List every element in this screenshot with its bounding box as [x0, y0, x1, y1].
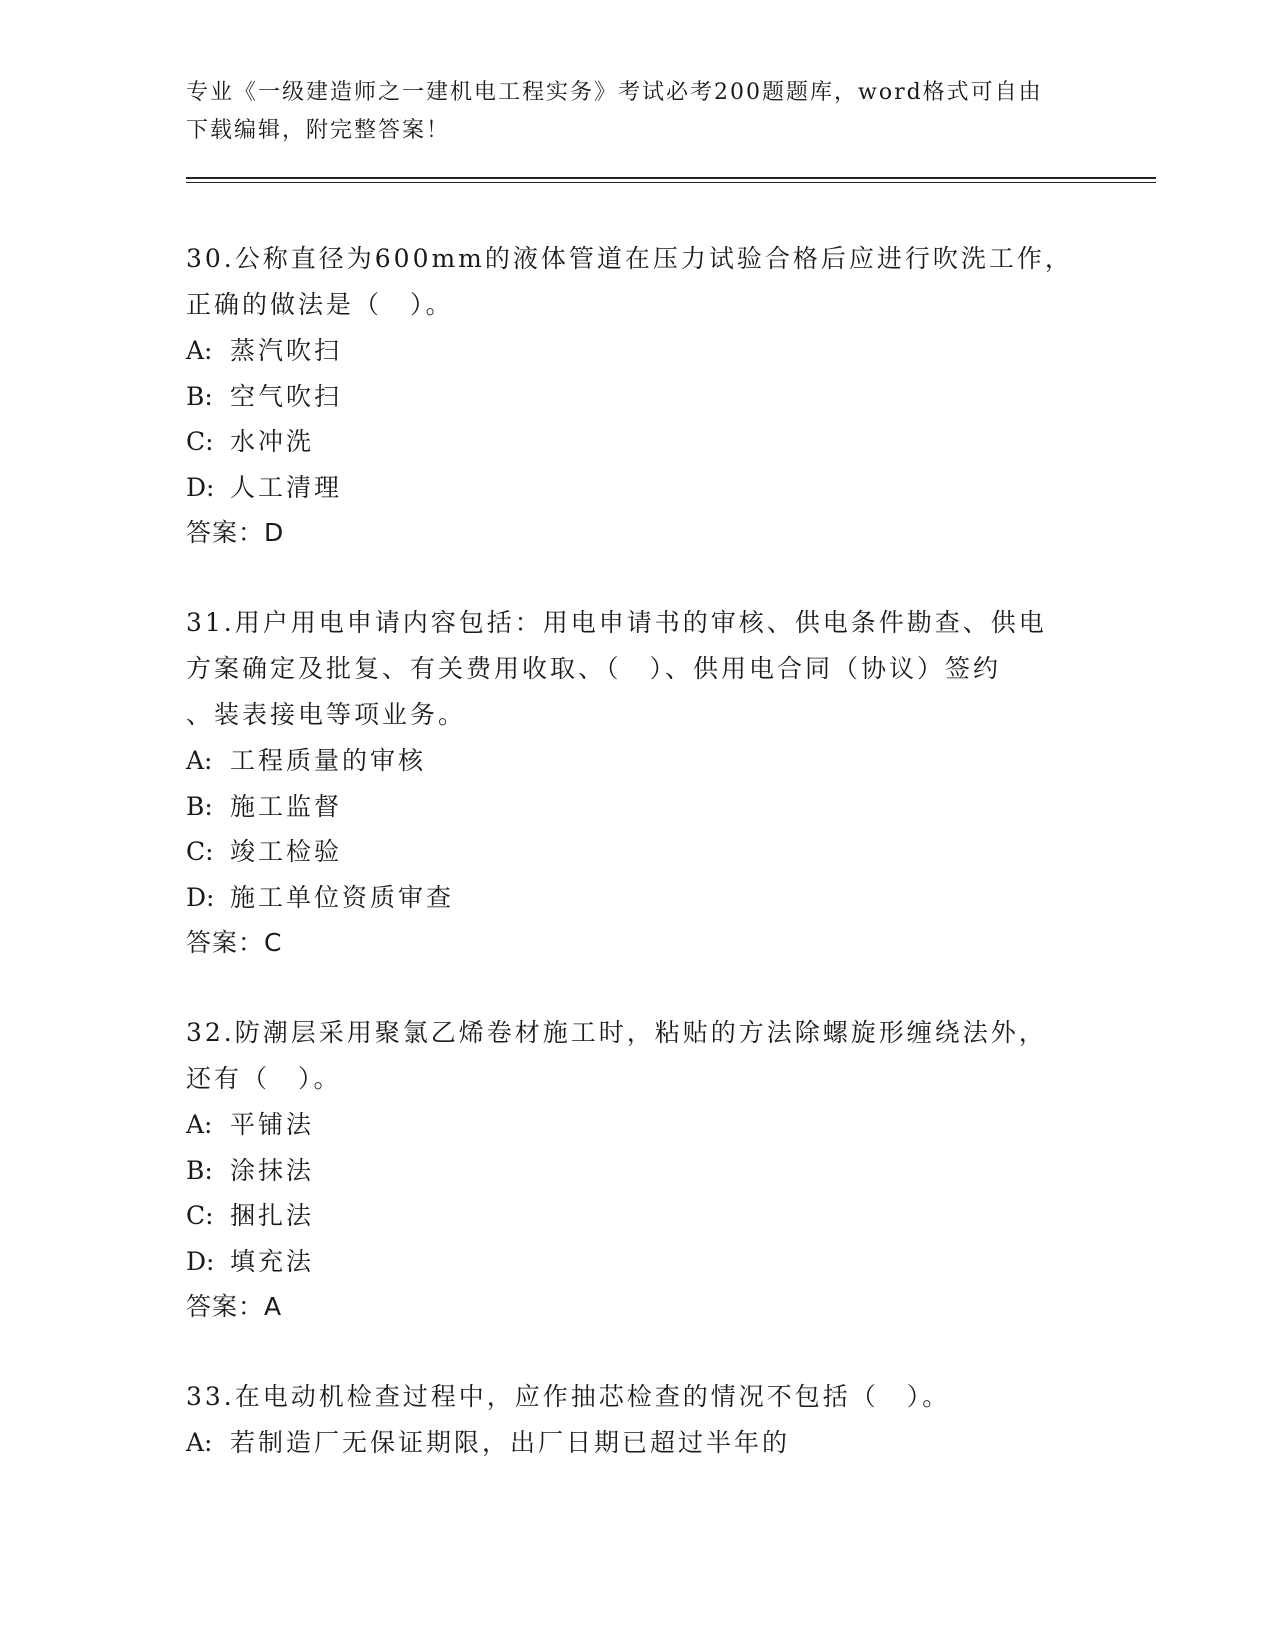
- option-d: [186, 1239, 1086, 1285]
- option-text: 竣工检验: [230, 837, 343, 866]
- header-line-2: 下载编辑，附完整答案！: [186, 118, 451, 143]
- option-a: [186, 1420, 1086, 1466]
- option-key: C:: [186, 427, 214, 456]
- option-key: C:: [186, 837, 214, 866]
- question-32: [186, 1010, 1086, 1330]
- header-divider-thick: [186, 177, 1156, 179]
- option-text: 施工监督: [230, 791, 343, 821]
- option-key: A:: [186, 1428, 213, 1457]
- question-30: [186, 236, 1086, 556]
- question-text-line: 、装表接电等项业务。: [186, 700, 467, 729]
- option-a: [186, 1102, 1086, 1148]
- question-text-line: 还有（ ）。: [186, 1064, 342, 1093]
- question-text-line: 33.在电动机检查过程中，应作抽芯检查的情况不包括（ ）。: [186, 1382, 951, 1411]
- question-text-line: 30.公称直径为600mm的液体管道在压力试验合格后应进行吹洗工作，: [186, 244, 1073, 273]
- option-key: C:: [186, 1201, 214, 1230]
- option-key: D:: [186, 1246, 215, 1276]
- header-line-1: 专业《一级建造师之一建机电工程实务》考试必考200题题库，word格式可自由: [186, 80, 1043, 105]
- question-33: [186, 1374, 1086, 1466]
- option-c: [186, 1193, 1086, 1239]
- header-divider-thin: [186, 182, 1156, 183]
- question-list: [186, 236, 1086, 1510]
- option-c: [186, 829, 1086, 875]
- option-text: 工程质量的审核: [230, 746, 427, 775]
- answer: 答案：C: [186, 928, 283, 957]
- option-a: [186, 328, 1086, 374]
- question-31: [186, 600, 1086, 966]
- option-text: 平铺法: [230, 1110, 315, 1139]
- option-text: 施工单位资质审查: [230, 882, 455, 912]
- option-a: [186, 738, 1086, 784]
- document-header: [186, 74, 1086, 150]
- option-key: D:: [186, 882, 215, 912]
- question-text-line: 方案确定及批复、有关费用收取、（ ）、供用电合同（协议）签约: [186, 654, 1002, 683]
- option-key: A:: [186, 746, 213, 775]
- option-key: A:: [186, 336, 213, 365]
- option-key: B:: [186, 791, 213, 821]
- option-text: 水冲洗: [230, 427, 315, 456]
- option-key: B:: [186, 381, 213, 411]
- option-text: 蒸汽吹扫: [230, 336, 343, 365]
- option-b: [186, 784, 1086, 830]
- option-text: 涂抹法: [230, 1155, 315, 1185]
- option-text: 人工清理: [230, 472, 343, 502]
- option-b: [186, 374, 1086, 420]
- option-text: 空气吹扫: [230, 381, 343, 411]
- option-key: A:: [186, 1110, 213, 1139]
- answer: 答案：A: [186, 1292, 283, 1321]
- option-b: [186, 1148, 1086, 1194]
- option-key: B:: [186, 1155, 213, 1185]
- option-c: [186, 419, 1086, 465]
- option-d: [186, 875, 1086, 921]
- option-text: 若制造厂无保证期限，出厂日期已超过半年的: [230, 1428, 791, 1457]
- option-d: [186, 465, 1086, 511]
- answer: 答案：D: [186, 518, 285, 547]
- question-text-line: 31.用户用电申请内容包括：用电申请书的审核、供电条件勘查、供电: [186, 608, 1047, 637]
- option-text: 捆扎法: [230, 1201, 315, 1230]
- option-key: D:: [186, 472, 215, 502]
- option-text: 填充法: [230, 1246, 315, 1276]
- question-text-line: 正确的做法是（ ）。: [186, 290, 454, 319]
- question-text-line: 32.防潮层采用聚氯乙烯卷材施工时，粘贴的方法除螺旋形缠绕法外，: [186, 1018, 1047, 1047]
